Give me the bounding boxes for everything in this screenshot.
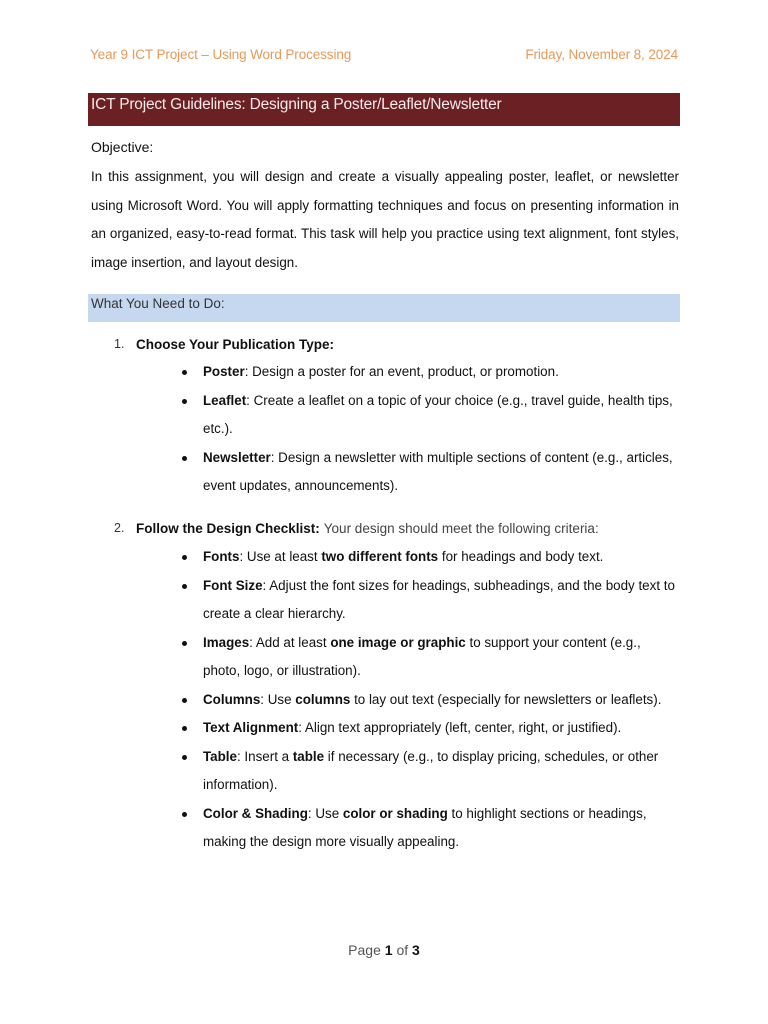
footer-prefix: Page xyxy=(348,942,385,958)
bullet-text: for headings and body text. xyxy=(438,549,604,564)
bullet-item xyxy=(180,800,680,857)
header-date: Friday, November 8, 2024 xyxy=(525,47,678,62)
bullet-dot-icon xyxy=(182,584,187,589)
bullet-text: : Use at least xyxy=(239,549,322,564)
bullet-item xyxy=(180,714,680,743)
bullet-emphasis: table xyxy=(292,748,325,764)
bullet-text: : Adjust the font sizes for headings, subheadings, and the body text to create a clear hierarchy. xyxy=(203,577,675,621)
bullet-dot-icon xyxy=(182,641,187,646)
bullet-item xyxy=(180,358,680,387)
bullet-dot-icon xyxy=(182,399,187,404)
step-2-bullets xyxy=(180,543,680,857)
bullet-text: : Design a newsletter with multiple sections of content (e.g., articles, event updates, announcements). xyxy=(203,449,673,493)
step-number: 1. xyxy=(114,337,125,351)
bullet-dot-icon xyxy=(182,555,187,560)
page-header xyxy=(90,47,678,62)
step-number: 2. xyxy=(114,521,125,535)
bullet-term: Images xyxy=(203,634,250,650)
bullet-text: to highlight sections or headings, making the design more visually appealing. xyxy=(203,805,647,849)
bullet-emphasis: two different fonts xyxy=(321,549,439,564)
bullet-emphasis: columns xyxy=(295,691,351,707)
bullet-dot-icon xyxy=(182,698,187,703)
bullet-item xyxy=(180,743,680,800)
step-title: Choose Your Publication Type: xyxy=(136,337,335,352)
bullet-term: Text Alignment xyxy=(203,720,299,735)
bullet-text: : Add at least xyxy=(249,634,331,650)
header-left-text: Year 9 ICT Project – Using Word Processing xyxy=(90,47,352,62)
step-title: Follow the Design Checklist: xyxy=(136,521,320,536)
bullet-text: to support your content (e.g., photo, logo, or illustration). xyxy=(203,634,641,678)
bullet-text: : Align text appropriately (left, center, right, or justified). xyxy=(298,720,622,735)
bullet-text: : Create a leaflet on a topic of your choice (e.g., travel guide, health tips, etc.). xyxy=(203,392,673,436)
bullet-dot-icon xyxy=(182,726,187,731)
page-total: 3 xyxy=(412,942,420,958)
bullet-term: Leaflet xyxy=(203,392,247,408)
bullet-term: Columns xyxy=(203,691,261,707)
bullet-item xyxy=(180,444,680,501)
step-1 xyxy=(114,337,334,352)
bullet-text: : Insert a xyxy=(236,748,293,764)
bullet-term: Poster xyxy=(203,364,245,379)
bullet-text: to lay out text (especially for newsletters or leaflets). xyxy=(350,691,662,707)
page-footer xyxy=(0,942,768,958)
bullet-term: Newsletter xyxy=(203,449,271,465)
bullet-text: : Use xyxy=(260,691,296,707)
bullet-term: Font Size xyxy=(203,577,263,593)
bullet-dot-icon xyxy=(182,456,187,461)
bullet-item xyxy=(180,572,680,629)
bullet-term: Color & Shading xyxy=(203,805,308,821)
bullet-dot-icon xyxy=(182,755,187,760)
bullet-term: Table xyxy=(203,748,237,764)
bullet-text: : Design a poster for an event, product, or promotion. xyxy=(244,364,559,379)
bullet-text: : Use xyxy=(307,805,343,821)
bullet-emphasis: one image or graphic xyxy=(330,634,466,650)
objective-paragraph: In this assignment, you will design and create a visually appealing poster, leaflet, or newsletter using Microsoft Word. You will apply formatting techniques and focus on presenting information in an organized, easy-to-read format. This task will help you practice using text alignment, font styles, image insertion, and layout design. xyxy=(91,169,679,270)
objective-heading: Objective: xyxy=(91,139,154,155)
footer-middle: of xyxy=(392,942,413,958)
bullet-item xyxy=(180,629,680,686)
bullet-item xyxy=(180,387,680,444)
bullet-dot-icon xyxy=(182,370,187,375)
step-2 xyxy=(114,521,599,536)
bullet-term: Fonts xyxy=(203,549,240,564)
step-1-bullets xyxy=(180,358,680,501)
section-heading: What You Need to Do: xyxy=(88,294,680,322)
step-description: Your design should meet the following criteria: xyxy=(323,521,599,536)
bullet-item xyxy=(180,686,680,715)
bullet-dot-icon xyxy=(182,812,187,817)
document-title: ICT Project Guidelines: Designing a Poster/Leaflet/Newsletter xyxy=(88,93,680,126)
bullet-item xyxy=(180,543,680,572)
bullet-emphasis: color or shading xyxy=(342,805,448,821)
page-current: 1 xyxy=(384,942,393,958)
bullet-text: if necessary (e.g., to display pricing, schedules, or other information). xyxy=(203,748,659,792)
